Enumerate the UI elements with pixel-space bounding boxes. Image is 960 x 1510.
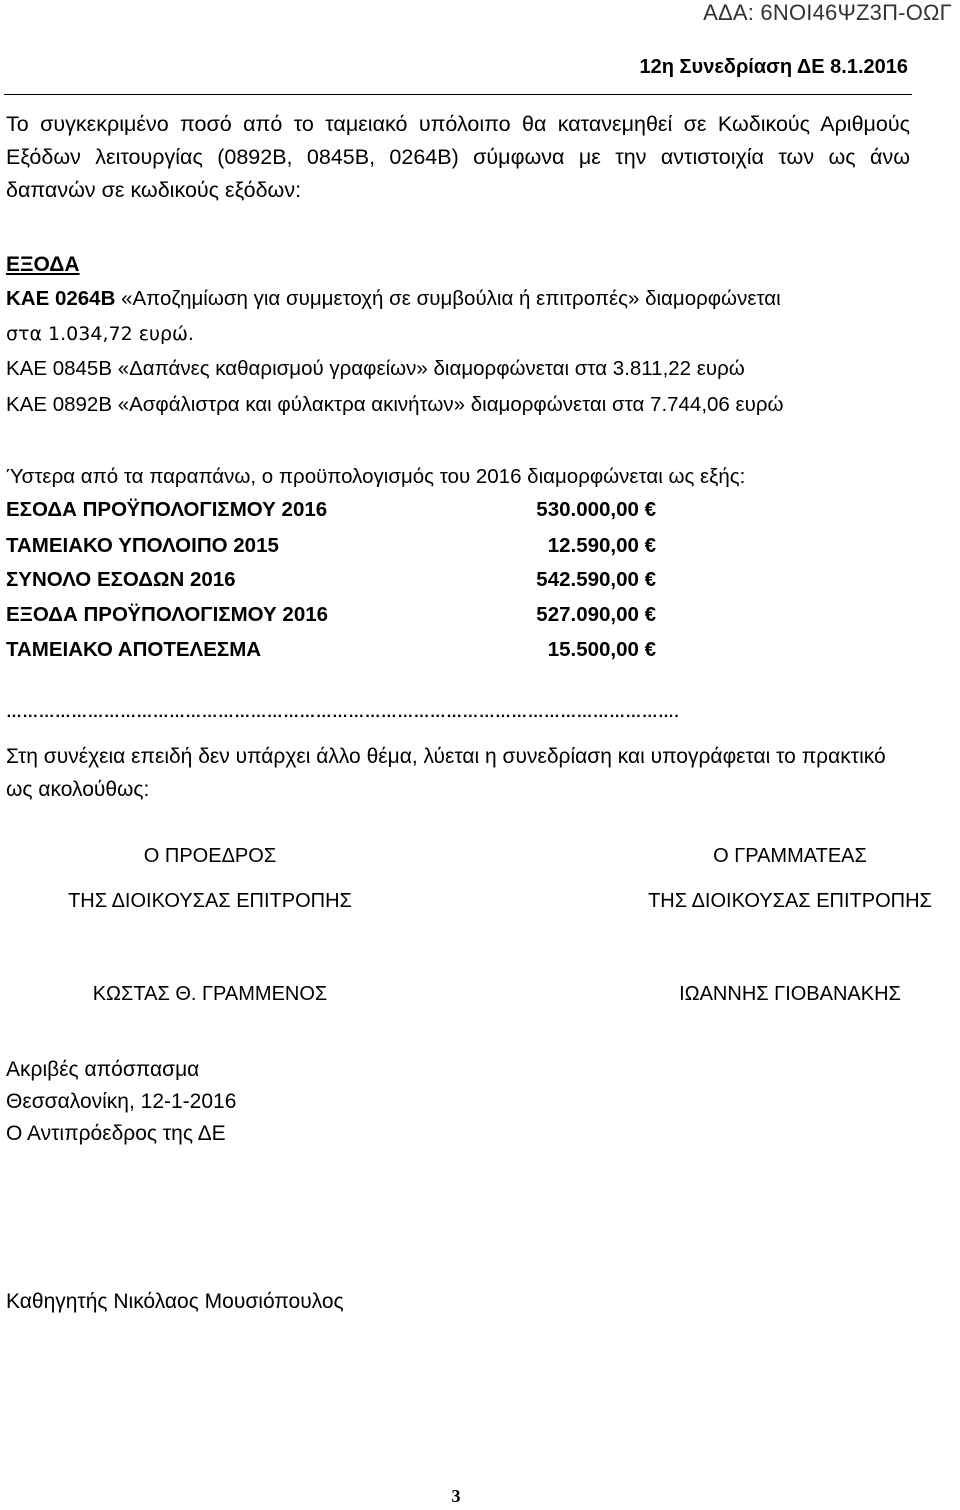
- president-name: ΚΩΣΤΑΣ Θ. ΓΡΑΜΜΕΝΟΣ: [92, 983, 328, 1005]
- session-header: 12η Συνεδρίαση ΔΕ 8.1.2016: [639, 56, 908, 78]
- ada-code: ΑΔΑ: 6ΝΟΙ46ΨΖ3Π-ΟΩΓ: [703, 0, 952, 25]
- expense-line-0264-cont: στα 1.034,72 ευρώ.: [6, 323, 194, 345]
- budget-amount: 530.000,00 €: [536, 498, 656, 521]
- vice-president-role: Ο Αντιπρόεδρος της ΔΕ: [6, 1122, 226, 1145]
- budget-label: ΤΑΜΕΙΑΚΟ ΥΠΟΛΟΙΠΟ 2015: [6, 534, 279, 557]
- budget-label: ΤΑΜΕΙΑΚΟ ΑΠΟΤΕΛΕΣΜΑ: [6, 638, 262, 661]
- expense-line-0845: ΚΑΕ 0845Β «Δαπάνες καθαρισμού γραφείων» διαμορφώνεται στα 3.811,22 ευρώ: [6, 357, 745, 380]
- budget-label: ΣΥΝΟΛΟ ΕΣΟΔΩΝ 2016: [6, 568, 236, 591]
- page-number: 3: [451, 1486, 461, 1506]
- place-date: Θεσσαλονίκη, 12-1-2016: [6, 1090, 237, 1113]
- budget-amount: 542.590,00 €: [536, 568, 656, 591]
- closing-paragraph: Στη συνέχεια επειδή δεν υπάρχει άλλο θέμα, λύεται η συνεδρίαση και υπογράφεται το πρακτικό ως ακολούθως:: [6, 745, 886, 801]
- secretary-title: Ο ΓΡΑΜΜΑΤΕΑΣ: [713, 845, 867, 867]
- dotted-separator: …………………………………………………………………………………………………………….: [6, 704, 680, 721]
- expense-line-0264: [6, 282, 781, 315]
- budget-amount: 527.090,00 €: [536, 603, 656, 626]
- budget-label: ΕΣΟΔΑ ΠΡΟΫΠΟΛΟΓΙΣΜΟΥ 2016: [6, 498, 328, 521]
- budget-intro: Ύστερα από τα παραπάνω, ο προϋπολογισμός του 2016 διαμορφώνεται ως εξής:: [6, 465, 746, 488]
- expense-code-0264: ΚΑΕ 0264Β: [6, 287, 116, 310]
- intro-paragraph: Το συγκεκριμένο ποσό από το ταμειακό υπόλοιπο θα κατανεμηθεί σε Κωδικούς Αριθμούς Εξόδων λειτουργίας (0892Β, 0845Β, 0264Β) σύμφωνα με την αντιστοιχία των ως άνω δαπανών σε κωδικούς εξόδων:: [6, 112, 910, 202]
- signer-name: Καθηγητής Νικόλαος Μουσιόπουλος: [6, 1290, 344, 1313]
- budget-amount: 15.500,00 €: [547, 638, 656, 661]
- budget-label: ΕΞΟΔΑ ΠΡΟΫΠΟΛΟΓΙΣΜΟΥ 2016: [6, 603, 329, 626]
- secretary-name: ΙΩΑΝΝΗΣ ΓΙΟΒΑΝΑΚΗΣ: [679, 983, 901, 1005]
- exact-copy-label: Ακριβές απόσπασμα: [6, 1058, 200, 1081]
- budget-amount: 12.590,00 €: [547, 534, 656, 557]
- expense-line-0892: ΚΑΕ 0892Β «Ασφάλιστρα και φύλακτρα ακινήτων» διαμορφώνεται στα 7.744,06 ευρώ: [6, 393, 784, 416]
- secretary-org: ΤΗΣ ΔΙΟΙΚΟΥΣΑΣ ΕΠΙΤΡΟΠΗΣ: [648, 890, 932, 912]
- expense-text-0264: «Αποζημίωση για συμμετοχή σε συμβούλια ή επιτροπές» διαμορφώνεται: [115, 287, 781, 310]
- president-org: ΤΗΣ ΔΙΟΙΚΟΥΣΑΣ ΕΠΙΤΡΟΠΗΣ: [68, 890, 352, 912]
- expenses-heading: ΕΞΟΔΑ: [6, 253, 80, 276]
- header-divider: [4, 94, 912, 95]
- president-title: Ο ΠΡΟΕΔΡΟΣ: [143, 845, 277, 867]
